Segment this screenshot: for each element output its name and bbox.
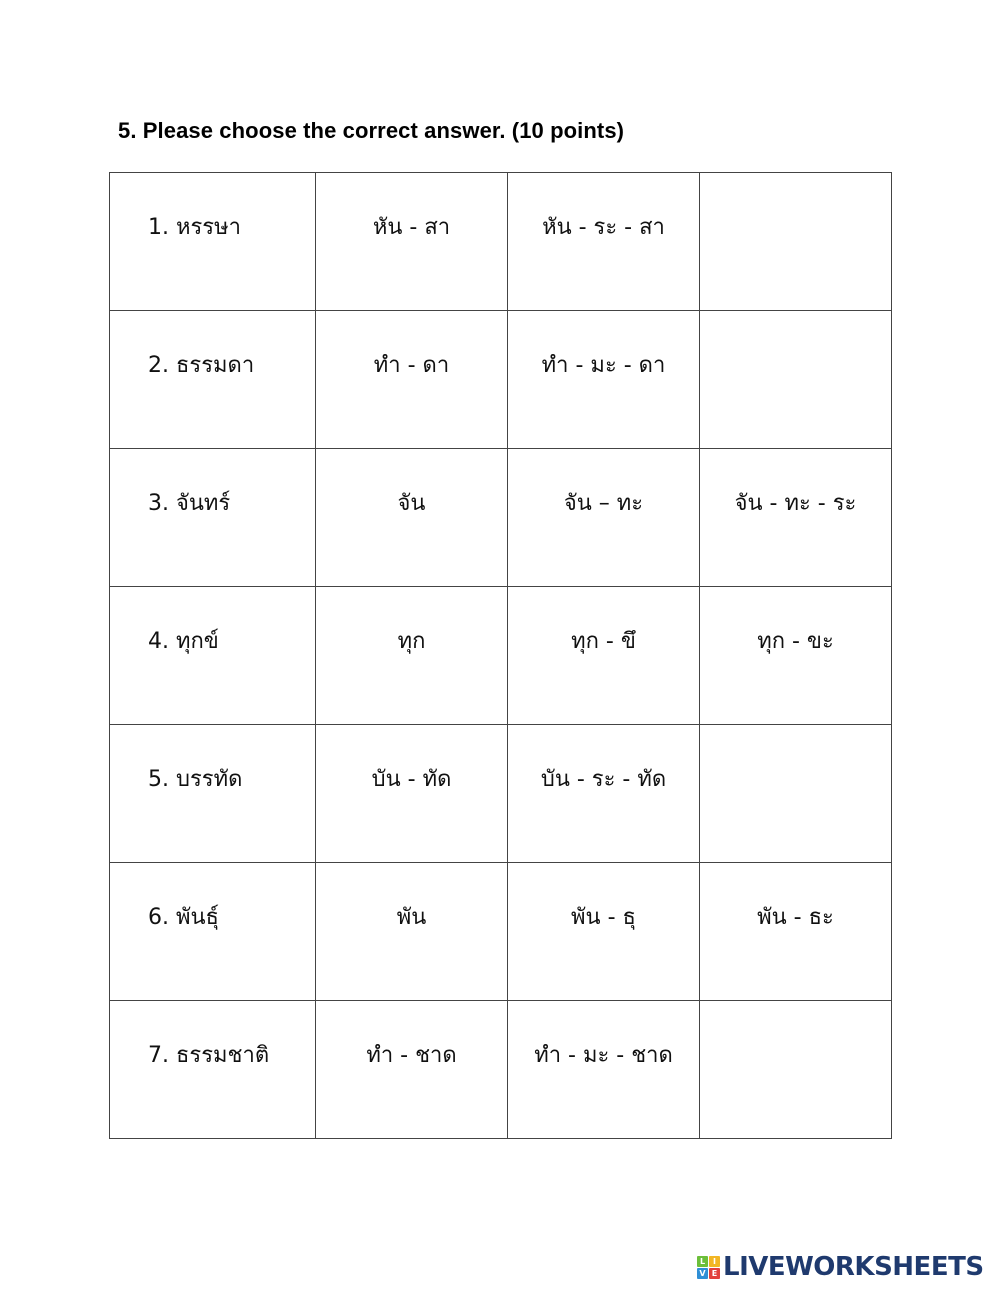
answer-option[interactable] <box>316 449 508 587</box>
option-label: พัน - ธะ <box>757 905 834 930</box>
question-word: 4. ทุกข์ <box>148 629 219 654</box>
empty-cell <box>700 1001 892 1139</box>
answer-table <box>109 172 892 1139</box>
option-label <box>700 1001 891 1041</box>
option-label: ทุก <box>397 629 426 654</box>
question-word: 3. จันทร์ <box>148 491 231 516</box>
empty-cell <box>700 725 892 863</box>
option-label: จัน - ทะ - ระ <box>734 491 857 516</box>
table-row <box>110 1001 892 1139</box>
option-label <box>700 725 891 765</box>
option-label: ทำ - มะ - ดา <box>541 353 666 378</box>
option-label: ทำ - มะ - ชาด <box>534 1043 673 1068</box>
option-label: พัน <box>396 905 427 930</box>
table-row <box>110 863 892 1001</box>
exercise-title: 5. Please choose the correct answer. (10 points) <box>118 118 625 143</box>
answer-option[interactable] <box>508 863 700 1001</box>
question-word: 7. ธรรมชาติ <box>148 1043 270 1068</box>
question-cell <box>110 173 316 311</box>
option-label: หัน - สา <box>372 215 451 240</box>
table-row <box>110 449 892 587</box>
answer-option[interactable] <box>316 311 508 449</box>
option-label: ทุก - ขึ <box>571 629 636 654</box>
option-label <box>700 173 891 213</box>
badge-letter: I <box>709 1256 720 1267</box>
question-cell <box>110 587 316 725</box>
liveworksheets-logo <box>697 1254 984 1280</box>
answer-option[interactable] <box>508 725 700 863</box>
option-label <box>700 311 891 351</box>
answer-option[interactable] <box>700 449 892 587</box>
answer-option[interactable] <box>316 725 508 863</box>
option-label: หัน - ระ - สา <box>542 215 665 240</box>
question-cell <box>110 1001 316 1139</box>
question-cell <box>110 863 316 1001</box>
question-cell <box>110 725 316 863</box>
badge-letter: E <box>709 1268 720 1279</box>
answer-option[interactable] <box>316 863 508 1001</box>
option-label: จัน – ทะ <box>563 491 644 516</box>
table-row <box>110 311 892 449</box>
badge-letter: V <box>697 1268 708 1279</box>
answer-option[interactable] <box>316 587 508 725</box>
answer-option[interactable] <box>508 587 700 725</box>
answer-option[interactable] <box>316 1001 508 1139</box>
option-label: บัน - ทัด <box>371 767 452 792</box>
option-label: ทำ - ดา <box>373 353 450 378</box>
question-word: 1. หรรษา <box>148 215 241 240</box>
empty-cell <box>700 173 892 311</box>
live-badge-icon <box>697 1256 720 1279</box>
option-label: ทำ - ชาด <box>366 1043 457 1068</box>
answer-option[interactable] <box>508 1001 700 1139</box>
answer-option[interactable] <box>700 863 892 1001</box>
answer-option[interactable] <box>508 449 700 587</box>
answer-option[interactable] <box>508 173 700 311</box>
option-label: จัน <box>397 491 426 516</box>
answer-option[interactable] <box>508 311 700 449</box>
table-row <box>110 587 892 725</box>
answer-option[interactable] <box>316 173 508 311</box>
answer-option[interactable] <box>700 587 892 725</box>
option-label: พัน - ธุ <box>571 905 636 930</box>
question-cell <box>110 311 316 449</box>
table-row <box>110 725 892 863</box>
table-row <box>110 173 892 311</box>
question-word: 6. พันธุ์ <box>148 905 219 930</box>
logo-text: LIVEWORKSHEETS <box>723 1252 984 1282</box>
question-cell <box>110 449 316 587</box>
question-word: 2. ธรรมดา <box>148 353 255 378</box>
empty-cell <box>700 311 892 449</box>
option-label: ทุก - ขะ <box>757 629 834 654</box>
badge-letter: L <box>697 1256 708 1267</box>
option-label: บัน - ระ - ทัด <box>540 767 667 792</box>
question-word: 5. บรรทัด <box>148 767 243 792</box>
